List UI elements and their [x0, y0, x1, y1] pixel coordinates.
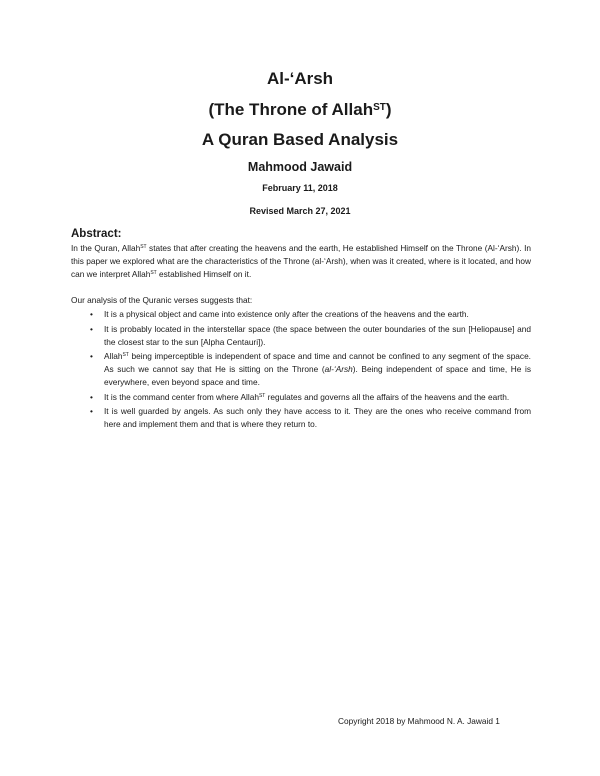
- title-block: [0, 68, 600, 175]
- abstract-heading: Abstract:: [71, 228, 122, 240]
- bullet-icon: •: [90, 323, 93, 334]
- title-line-1: Al-‘Arsh: [266, 69, 334, 88]
- bullet-icon: •: [90, 406, 93, 417]
- revised-date: Revised March 27, 2021: [249, 206, 351, 216]
- bullet-icon: •: [90, 309, 93, 319]
- analysis-intro: Our analysis of the Quranic verses suggests that:: [71, 295, 253, 305]
- superscript-st: ST: [373, 102, 386, 113]
- title-line-2: (The Throne of Allah$^{ST}$): [208, 100, 392, 119]
- publication-date: February 11, 2018: [262, 183, 338, 193]
- list-item: • It is a physical object and came into existence only after the creations of the heavens and the earth.: [90, 309, 469, 319]
- bullet-icon: •: [90, 351, 93, 362]
- list-item: • It is the command center from where Allah$^{ST}$ regulates and governs all the affairs of the heavens and the earth.: [90, 391, 510, 402]
- abstract-paragraph: In the Quran, Allah$^{ST}$ states that after creating the heavens and the earth, He established Himself on the Throne (Al-‘Arsh). In this paper we explored what are the characteristics of the Throne (al-‘Arsh), when was it created, where is it located, and how can we interpret Allah$^{ST}$ established Himself on it.: [71, 243, 531, 279]
- findings-list: [71, 308, 531, 433]
- author-name: Mahmood Jawaid: [247, 160, 353, 174]
- page-footer: Copyright 2018 by Mahmood N. A. Jawaid 1: [338, 716, 500, 726]
- list-item: • It is probably located in the interstellar space (the space between the outer boundaries of the sun [Heliopause] and the closest star to the sun [Alpha Centauri]).: [90, 323, 531, 347]
- list-item: • It is well guarded by angels. As such only they have access to it. They are the ones who receive command from here and implement them and that is where they return to.: [90, 406, 531, 430]
- title-line-3: A Quran Based Analysis: [201, 130, 399, 149]
- list-item: • Allah$^{ST}$ being imperceptible is independent of space and time and cannot be confined to any segment of the space. As such we cannot say that He is sitting on the Throne (al-‘Arsh). Being independent of space and time, He is everywhere, even beyond space and time.: [90, 351, 531, 388]
- bullet-icon: •: [90, 391, 93, 402]
